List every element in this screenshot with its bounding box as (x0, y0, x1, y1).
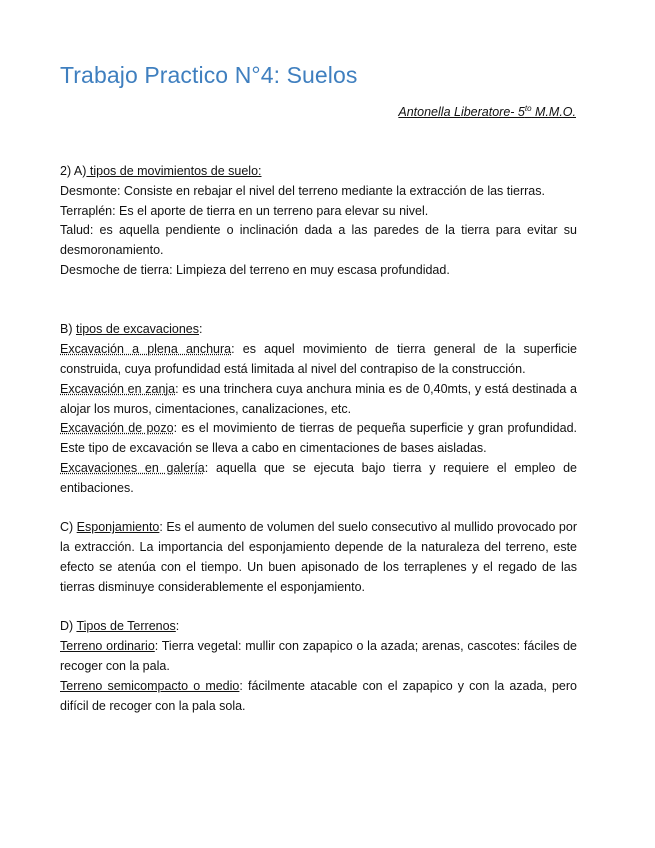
item-text: : Tierra vegetal: mullir con zapapico o la azada; arenas, cascotes: fáciles de recoger con la pala. (60, 639, 577, 673)
section-d-title: Tipos de Terrenos (76, 619, 176, 634)
section-a-prefix: 2) A) (60, 164, 87, 178)
item-term: Excavación a plena anchura (60, 342, 232, 357)
section-c-prefix: C) (60, 520, 77, 535)
author-name: Antonella Liberatore- 5 (398, 105, 525, 120)
section-d-item (60, 677, 577, 717)
section-d-colon: : (175, 619, 180, 634)
section-b-title: tipos de excavaciones (75, 322, 199, 337)
item-term: Esponjamiento (76, 520, 160, 535)
section-a-item: Desmoche de tierra: Limpieza del terreno en muy escasa profundidad. (60, 262, 450, 277)
section-c-paragraph (60, 518, 577, 597)
author-sup: to (524, 104, 532, 113)
section-a-title: tipos de movimientos de suelo: (86, 164, 262, 178)
document-title: Trabajo Practico N°4: Suelos (60, 62, 358, 88)
section-d-prefix: D) (60, 619, 77, 634)
section-b-heading (60, 320, 577, 340)
spacer (60, 281, 577, 321)
section-d-heading (60, 617, 577, 637)
item-term: Terreno ordinario (60, 639, 155, 654)
document-body (60, 162, 577, 716)
author-suffix: M.M.O. (531, 105, 576, 120)
section-b-item (60, 419, 577, 459)
section-b-colon: : (198, 322, 203, 337)
item-text: : Es el aumento de volumen del suelo consecutivo al mullido provocado por la extracción. La importancia del esponjamiento depende de la naturaleza del terreno, este efecto se atenúa con el tiempo. Un buen apisonado de los terraplenes y el regado de las tierras disminuye considerablemente el esponjamiento. (60, 520, 577, 594)
item-term: Excavación de pozo (60, 421, 174, 436)
section-b-item (60, 380, 577, 420)
author-line (398, 104, 576, 119)
spacer (60, 598, 577, 618)
item-text: : aquella que se ejecuta bajo tierra y requiere el empleo de entibaciones. (60, 460, 577, 495)
section-d-item (60, 637, 577, 677)
spacer (60, 499, 577, 519)
item-text: : es el movimiento de tierras de pequeña superficie y gran profundidad. Este tipo de excavación se lleva a cabo en cimentaciones de bases aisladas. (60, 421, 577, 456)
item-text: : es aquel movimiento de tierra general de la superficie construida, cuya profundidad está limitada al nivel del contrapiso de la construcción. (60, 342, 577, 376)
item-text: : fácilmente atacable con el zapapico y con la azada, pero difícil de recoger con la pala sola. (60, 678, 577, 713)
item-term: Excavaciones en galería (60, 460, 205, 475)
item-term: Terreno semicompacto o medio (60, 678, 240, 693)
section-b-prefix: B) (60, 322, 76, 337)
section-b-item (60, 340, 577, 380)
section-b-item (60, 459, 577, 499)
item-text: : es una trinchera cuya anchura minia es de 0,40mts, y está destinada a alojar los muros, cimentaciones, canalizaciones, etc. (60, 381, 577, 416)
section-a-heading (60, 162, 577, 182)
section-a-item: Desmonte: Consiste en rebajar el nivel del terreno mediante la extracción de las tierras. (60, 183, 545, 198)
item-term: Excavación en zanja (60, 381, 176, 396)
section-a-item: Talud: es aquella pendiente o inclinación dada a las paredes de la tierra para evitar su desmoronamiento. (60, 223, 577, 258)
section-a-item: Terraplén: Es el aporte de tierra en un terreno para elevar su nivel. (60, 203, 429, 218)
